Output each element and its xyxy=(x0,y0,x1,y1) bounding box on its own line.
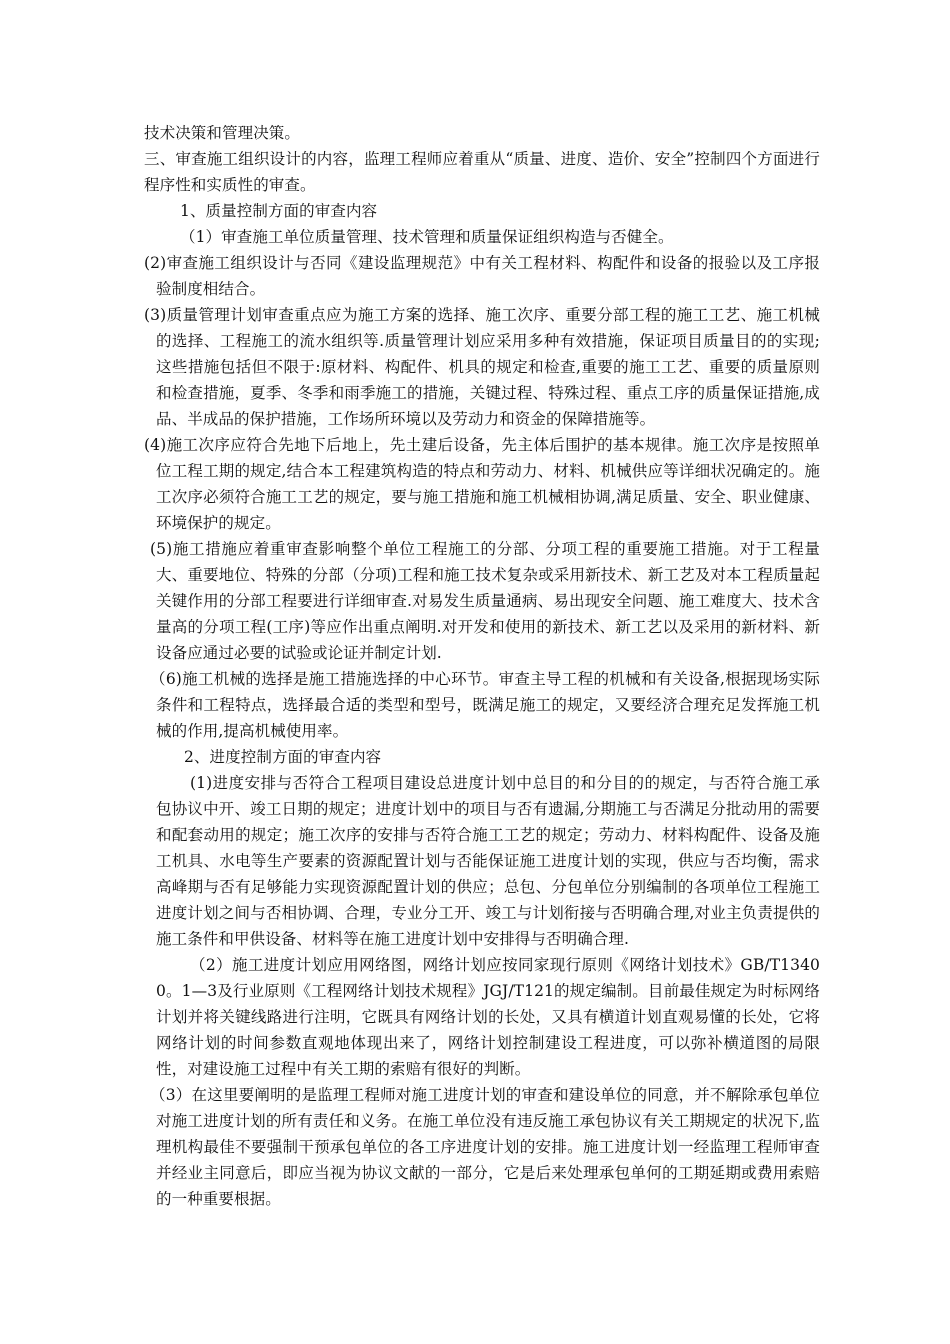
paragraph-quality-3: (3)质量管理计划审查重点应为施工方案的选择、施工次序、重要分部工程的施工工艺、施工机械的选择、工程施工的流水组织等.质量管理计划应采用多种有效措施，保证项目质量目的的实现;这些措施包括但不限于:原材料、构配件、机具的规定和检查,重要的施工工艺、重要的质量原则和检查措施，夏季、冬季和雨季施工的措施，关键过程、特殊过程、重点工序的质量保证措施,成品、半成品的保护措施，工作场所环境以及劳动力和资金的保障措施等。 xyxy=(144,306,820,428)
paragraph-quality-2: (2)审查施工组织设计与否同《建设监理规范》中有关工程材料、构配件和设备的报验以及工序报验制度相结合。 xyxy=(144,254,820,298)
paragraph-schedule-2: （2）施工进度计划应用网络图，网络计划应按同家现行原则《网络计划技术》GB/T13400。1—3及行业原则《工程网络计划技术规程》JGJ/T121的规定编制。目前最佳规定为时标网络计划并将关键线路进行注明，它既具有网络计划的长处，又具有横道计划直观易懂的长处，它将网络计划的时间参数直观地体现出来了，网络计划控制建设工程进度，可以弥补横道图的局限性，对建设施工过程中有关工期的索赔有很好的判断。 xyxy=(156,956,820,1078)
heading-schedule-control: 2、进度控制方面的审查内容 xyxy=(184,748,382,766)
paragraph-section-three: 三、审查施工组织设计的内容，监理工程师应着重从“质量、进度、造价、安全”控制四个方面进行程序性和实质性的审查。 xyxy=(144,150,820,194)
paragraph-quality-6: （6)施工机械的选择是施工措施选择的中心环节。审查主导工程的机械和有关设备,根据现场实际条件和工程特点，选择最合适的类型和型号，既满足施工的规定，又要经济合理充足发挥施工机械的作用,提高机械使用率。 xyxy=(150,670,820,740)
paragraph-intro-end: 技术决策和管理决策。 xyxy=(144,124,301,142)
paragraph-quality-4: (4)施工次序应符合先地下后地上，先土建后设备，先主体后围护的基本规律。施工次序是按照单位工程工期的规定,结合本工程建筑构造的特点和劳动力、材料、机械供应等详细状况确定的。施工次序必须符合施工工艺的规定，要与施工措施和施工机械相协调,满足质量、安全、职业健康、环境保护的规定。 xyxy=(144,436,820,532)
paragraph-quality-1: （1）审查施工单位质量管理、技术管理和质量保证组织构造与否健全。 xyxy=(180,228,674,246)
paragraph-schedule-1: (1)进度安排与否符合工程项目建设总进度计划中总目的和分目的的规定，与否符合施工承包协议中开、竣工日期的规定；进度计划中的项目与否有遗漏,分期施工与否满足分批动用的需要和配套动用的规定；施工次序的安排与否符合施工工艺的规定；劳动力、材料构配件、设备及施工机具、水电等生产要素的资源配置计划与否能保证施工进度计划的实现，供应与否均衡，需求高峰期与否有足够能力实现资源配置计划的供应；总包、分包单位分别编制的各项单位工程施工进度计划之间与否相协调、合理，专业分工开、竣工与计划衔接与否明确合理,对业主负责提供的施工条件和甲供设备、材料等在施工进度计划中安排得与否明确合理. xyxy=(156,774,820,948)
paragraph-quality-5: (5)施工措施应着重审查影响整个单位工程施工的分部、分项工程的重要施工措施。对于工程量大、重要地位、特殊的分部（分项)工程和施工技术复杂或采用新技术、新工艺及对本工程质量起关键作用的分部工程要进行详细审查.对易发生质量通病、易出现安全问题、施工难度大、技术含量高的分项工程(工序)等应作出重点阐明.对开发和使用的新技术、新工艺以及采用的新材料、新设备应通过必要的试验或论证并制定计划. xyxy=(150,540,820,662)
document-body xyxy=(144,120,820,1212)
paragraph-schedule-3: （3）在这里要阐明的是监理工程师对施工进度计划的审查和建设单位的同意，并不解除承包单位对施工进度计划的所有责任和义务。在施工单位没有违反施工承包协议有关工期规定的状况下,监理机构最佳不要强制干预承包单位的各工序进度计划的安排。施工进度计划一经监理工程师审查并经业主同意后，即应当视为协议文献的一部分，它是后来处理承包单何的工期延期或费用索赔的一种重要根据。 xyxy=(150,1086,820,1208)
heading-quality-control: 1、质量控制方面的审查内容 xyxy=(180,202,378,220)
